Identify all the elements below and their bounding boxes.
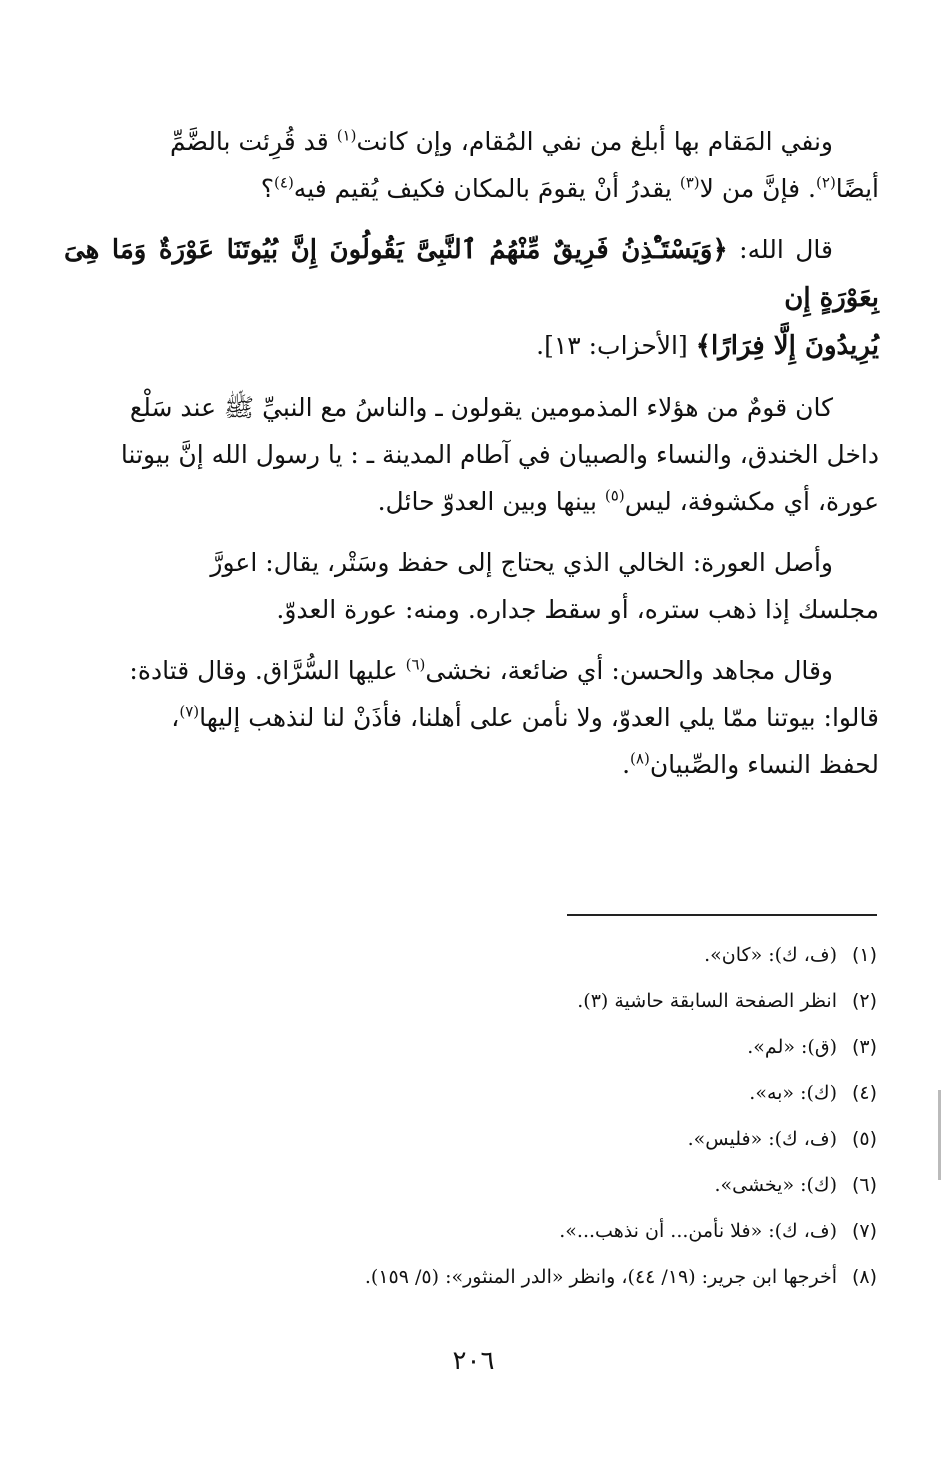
footnote-item bbox=[67, 1024, 877, 1070]
text-run: قالوا: بيوتنا ممّا يلي العدوّ، ولا نأمن على أهلنا، فأذَنْ لنا لنذهب إليها bbox=[199, 703, 879, 732]
footnote-number: (٢) bbox=[851, 990, 877, 1012]
footnote-text: (ك): «يخشى». bbox=[714, 1174, 837, 1196]
paragraph-1 bbox=[64, 118, 879, 212]
page-number: ٢٠٦ bbox=[452, 1346, 495, 1376]
verse-reference: [الأحزاب: ١٣]. bbox=[536, 331, 696, 360]
paragraph-2-quran bbox=[64, 226, 879, 370]
paragraph-3-line-3 bbox=[64, 478, 879, 525]
footnote-text: أخرجها ابن جرير: (١٩/ ٤٤)، وانظر «الدر المنثور»: (٥/ ١٥٩). bbox=[364, 1266, 837, 1288]
footnote-text: (ف، ك): «فليس». bbox=[687, 1128, 837, 1150]
footnote-item bbox=[67, 1254, 877, 1300]
footnote-text: (ق): «لم». bbox=[747, 1036, 837, 1058]
text-run: ؟ bbox=[260, 174, 275, 203]
footnote-text: (ف، ك): «كان». bbox=[704, 944, 837, 966]
text-run: . فإنَّ من لا bbox=[699, 174, 817, 203]
footnote-number: (٣) bbox=[851, 1036, 877, 1058]
footnote-number: (٧) bbox=[851, 1220, 877, 1242]
quran-line-2 bbox=[64, 322, 879, 370]
text-run: لحفظ النساء والصِّبيان bbox=[649, 750, 879, 779]
footnote-item bbox=[67, 1070, 877, 1116]
text-run: يقدرُ أنْ يقومَ بالمكان فكيف يُقيم فيه bbox=[293, 174, 680, 203]
text-run: . bbox=[622, 750, 631, 779]
paragraph-4 bbox=[64, 539, 879, 633]
page-body bbox=[64, 118, 879, 802]
footnote-number: (٦) bbox=[851, 1174, 877, 1196]
paragraph-5-line-2 bbox=[64, 694, 879, 741]
text-run: عليها السُّرَّاق. وقال قتادة: bbox=[129, 656, 406, 685]
footnote-ref-4[interactable]: (٤) bbox=[274, 173, 294, 192]
footnote-item bbox=[67, 932, 877, 978]
paragraph-4-line-2: مجلسك إذا ذهب ستره، أو سقط جداره. ومنه: عورة العدوّ. bbox=[276, 595, 879, 624]
footnote-ref-3[interactable]: (٣) bbox=[679, 173, 700, 192]
footnote-item bbox=[67, 978, 877, 1024]
paragraph-5-line-3 bbox=[64, 741, 879, 788]
text-run: وقال مجاهد والحسن: أي ضائعة، نخشى bbox=[425, 656, 833, 685]
paragraph-1-line-2 bbox=[64, 165, 879, 212]
footnote-number: (٤) bbox=[851, 1082, 877, 1104]
footnote-item bbox=[67, 1208, 877, 1254]
text-run: قد قُرِئت بالضَّمِّ bbox=[170, 127, 337, 156]
paragraph-1-line-1 bbox=[64, 118, 879, 165]
paragraph-4-line-1: وأصل العورة: الخالي الذي يحتاج إلى حفظ وسَتْر، يقال: اعورَّ bbox=[210, 548, 833, 577]
scan-edge-mark bbox=[938, 1090, 941, 1180]
footnote-ref-7[interactable]: (٧) bbox=[179, 702, 200, 721]
paragraph-3 bbox=[64, 384, 879, 525]
quran-line-1 bbox=[64, 226, 879, 322]
footnote-ref-1[interactable]: (١) bbox=[336, 126, 357, 145]
footnote-ref-5[interactable]: (٥) bbox=[604, 486, 625, 505]
footnote-number: (٥) bbox=[851, 1128, 877, 1150]
paragraph-5-line-1 bbox=[64, 647, 879, 694]
quran-verse-part-2: يُرِيدُونَ إِلَّا فِرَارًا﴾ bbox=[695, 331, 879, 361]
quran-verse-part-1: ﴿وَيَسْتَـْٔذِنُ فَرِيقٌ مِّنْهُمُ ٱلنَّبِىَّ يَقُولُونَ إِنَّ بُيُوتَنَا عَوْرَةٌ وَمَا هِىَ بِعَوْرَةٍ إِن bbox=[64, 235, 879, 313]
footnote-text: (ف، ك): «فلا نأمن... أن نذهب...». bbox=[559, 1220, 837, 1242]
footnote-ref-8[interactable]: (٨) bbox=[630, 749, 650, 768]
paragraph-3-line-1: كان قومٌ من هؤلاء المذمومين يقولون ـ والناسُ مع النبيِّ ﷺ عند سَلْع bbox=[129, 393, 833, 422]
footnote-number: (١) bbox=[851, 944, 877, 966]
footnote-text: (ك): «به». bbox=[749, 1082, 837, 1104]
footnote-item bbox=[67, 1162, 877, 1208]
text-run: ، bbox=[171, 703, 180, 732]
footnote-ref-6[interactable]: (٦) bbox=[405, 655, 426, 674]
footnote-ref-2[interactable]: (٢) bbox=[816, 173, 836, 192]
quran-intro: قال الله: bbox=[727, 235, 833, 264]
text-run: أيضًا bbox=[835, 174, 879, 203]
footnote-item bbox=[67, 1116, 877, 1162]
text-run: ونفي المَقام بها أبلغ من نفي المُقام، وإن كانت bbox=[356, 127, 833, 156]
footnotes-list bbox=[67, 932, 877, 1300]
footnote-text: انظر الصفحة السابقة حاشية (٣). bbox=[577, 990, 837, 1012]
footnote-number: (٨) bbox=[851, 1266, 877, 1288]
footnote-separator bbox=[567, 914, 877, 916]
paragraph-3-line-2: داخل الخندق، والنساء والصبيان في آطام المدينة ـ : يا رسول الله إنَّ بيوتنا bbox=[120, 440, 879, 469]
paragraph-5 bbox=[64, 647, 879, 788]
text-run: عورة، أي مكشوفة، ليس bbox=[624, 487, 879, 516]
text-run: بينها وبين العدوّ حائل. bbox=[377, 487, 605, 516]
